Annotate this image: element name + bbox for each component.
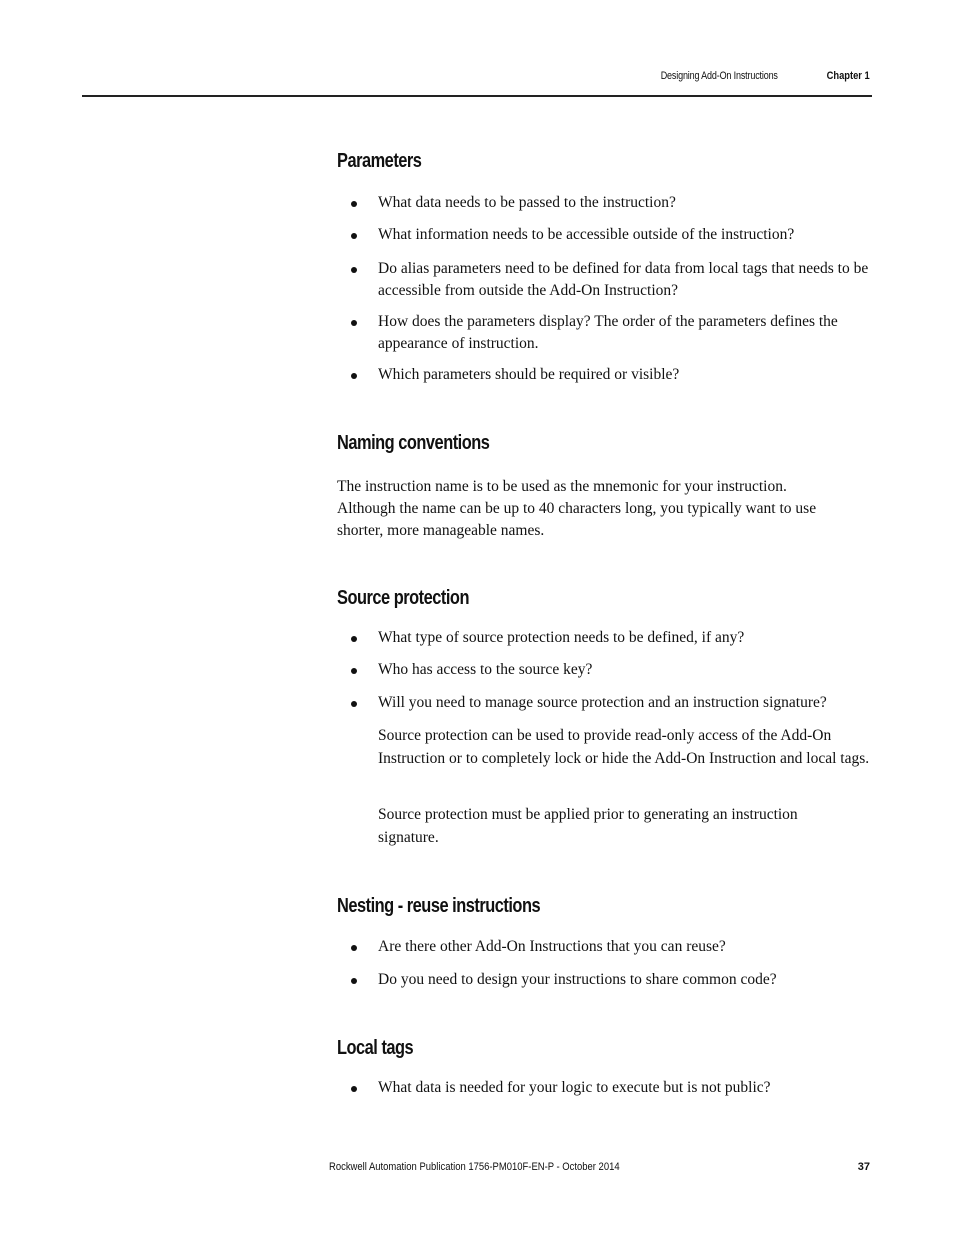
source-note: Source protection can be used to provide read-only access of the Add-On Instruction or to completely lock or hide the Add-On Instruction and local tags. xyxy=(378,727,870,767)
section-heading-parameters: Parameters xyxy=(337,150,422,172)
bullet-icon xyxy=(351,1086,357,1092)
section-heading-nesting: Nesting - reuse instructions xyxy=(337,895,541,917)
footer-publication: Rockwell Automation Publication 1756-PM010F-EN-P - October 2014 xyxy=(329,1161,620,1173)
bullet-icon xyxy=(351,945,357,951)
bullet-icon xyxy=(351,668,357,674)
list-item-text: Will you need to manage source protection and an instruction signature? xyxy=(378,694,827,711)
list-item-text: Do alias parameters need to be defined for data from local tags that needs to be accessible from outside the Add-On Instruction? xyxy=(378,260,869,299)
list-item-text: How does the parameters display? The order of the parameters defines the appearance of instruction. xyxy=(378,313,838,352)
list-item-text: What type of source protection needs to be defined, if any? xyxy=(378,629,745,646)
page-header xyxy=(82,0,872,97)
bullet-icon xyxy=(351,320,357,326)
list-item-text: Who has access to the source key? xyxy=(378,661,593,678)
bullet-icon xyxy=(351,233,357,239)
list-item-text: Which parameters should be required or visible? xyxy=(378,366,680,383)
list-item-text: What information needs to be accessible outside of the instruction? xyxy=(378,226,795,243)
header-title: Designing Add-On Instructions xyxy=(660,70,778,82)
bullet-icon xyxy=(351,267,357,273)
bullet-icon xyxy=(351,373,357,379)
list-item-text: What data needs to be passed to the instruction? xyxy=(378,194,676,211)
page-number: 37 xyxy=(857,1161,870,1173)
bullet-icon xyxy=(351,636,357,642)
list-item-text: Are there other Add-On Instructions that you can reuse? xyxy=(378,938,726,955)
header-chapter: Chapter 1 xyxy=(826,70,870,82)
list-item-text: Do you need to design your instructions to share common code? xyxy=(378,971,777,988)
naming-paragraph: The instruction name is to be used as the mnemonic for your instruction. Although the name can be up to 40 characters long, you typically want to use shorter, more manageable names. xyxy=(337,478,817,539)
section-heading-naming: Naming conventions xyxy=(337,432,490,454)
bullet-icon xyxy=(351,201,357,207)
list-item-text: What data is needed for your logic to execute but is not public? xyxy=(378,1079,771,1096)
bullet-icon xyxy=(351,978,357,984)
section-heading-source: Source protection xyxy=(337,587,469,609)
bullet-icon xyxy=(351,701,357,707)
section-heading-local-tags: Local tags xyxy=(337,1037,414,1059)
source-note: Source protection must be applied prior to generating an instruction signature. xyxy=(378,806,798,846)
